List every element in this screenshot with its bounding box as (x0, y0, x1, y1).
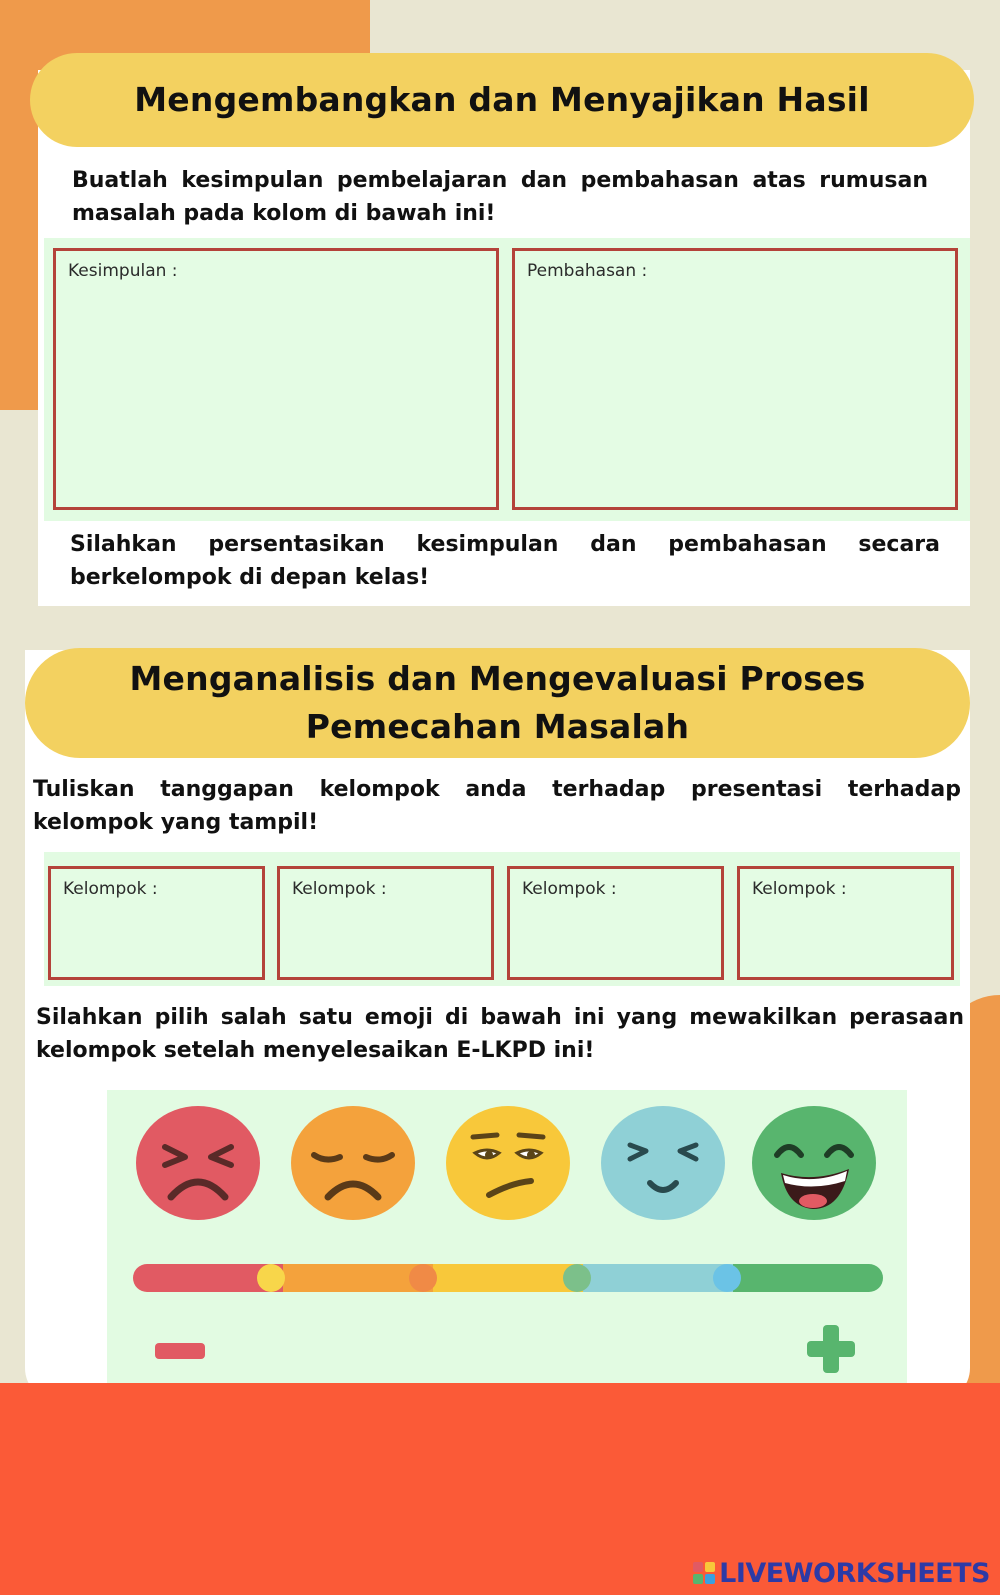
scale-segment-green (733, 1264, 883, 1292)
section2-header (25, 648, 970, 758)
section1-title: Mengembangkan dan Menyajikan Hasil (134, 80, 870, 120)
pembahasan-label: Pembahasan : (527, 261, 648, 281)
kelompok-label-4: Kelompok : (752, 879, 847, 899)
sad-face-icon[interactable] (290, 1105, 416, 1221)
scale-dot-2 (409, 1264, 437, 1292)
scale-segment-yellow (433, 1264, 583, 1292)
section2-instruction: Tuliskan tanggapan kelompok anda terhadap presentasi terhadap kelompok yang tampil! (33, 777, 961, 835)
smiling-face-icon[interactable] (600, 1105, 726, 1221)
section1-instruction: Buatlah kesimpulan pembelajaran dan pembahasan atas rumusan masalah pada kolom di bawah ini! (72, 168, 928, 226)
pembahasan-box[interactable] (512, 248, 958, 510)
section2-title-line1: Menganalisis dan Mengevaluasi Proses (129, 659, 866, 699)
kelompok-label-3: Kelompok : (522, 879, 617, 899)
scale-dot-3 (563, 1264, 591, 1292)
unamused-face-icon[interactable] (445, 1105, 571, 1221)
emoji-instruction: Silahkan pilih salah satu emoji di bawah ini yang mewakilkan perasaan kelompok setelah menyelesaikan E-LKPD ini! (36, 1005, 964, 1063)
kelompok-label-2: Kelompok : (292, 879, 387, 899)
feeling-scale-bar[interactable] (133, 1264, 883, 1292)
kelompok-box-2[interactable] (277, 866, 494, 980)
emoji-panel (107, 1090, 907, 1383)
liveworksheets-brand (693, 1555, 990, 1591)
scale-segment-blue (583, 1264, 733, 1292)
section2-title (130, 655, 866, 751)
liveworksheets-logo-icon (693, 1562, 715, 1584)
section1-closing: Silahkan persentasikan kesimpulan dan pembahasan secara berkelompok di depan kelas! (70, 532, 940, 590)
scale-dot-4 (713, 1264, 741, 1292)
kelompok-box-3[interactable] (507, 866, 724, 980)
kelompok-box-1[interactable] (48, 866, 265, 980)
section1-header (30, 53, 974, 147)
kesimpulan-label: Kesimpulan : (68, 261, 178, 281)
brand-name: LIVEWORKSHEETS (719, 1557, 990, 1589)
plus-icon (805, 1323, 857, 1375)
kelompok-box-4[interactable] (737, 866, 954, 980)
section2-title-line2: Pemecahan Masalah (305, 707, 690, 746)
scale-dot-1 (257, 1264, 285, 1292)
angry-face-icon[interactable] (135, 1105, 261, 1221)
kelompok-label-1: Kelompok : (63, 879, 158, 899)
minus-icon (155, 1343, 205, 1359)
laughing-face-icon[interactable] (751, 1105, 877, 1221)
kesimpulan-box[interactable] (53, 248, 499, 510)
